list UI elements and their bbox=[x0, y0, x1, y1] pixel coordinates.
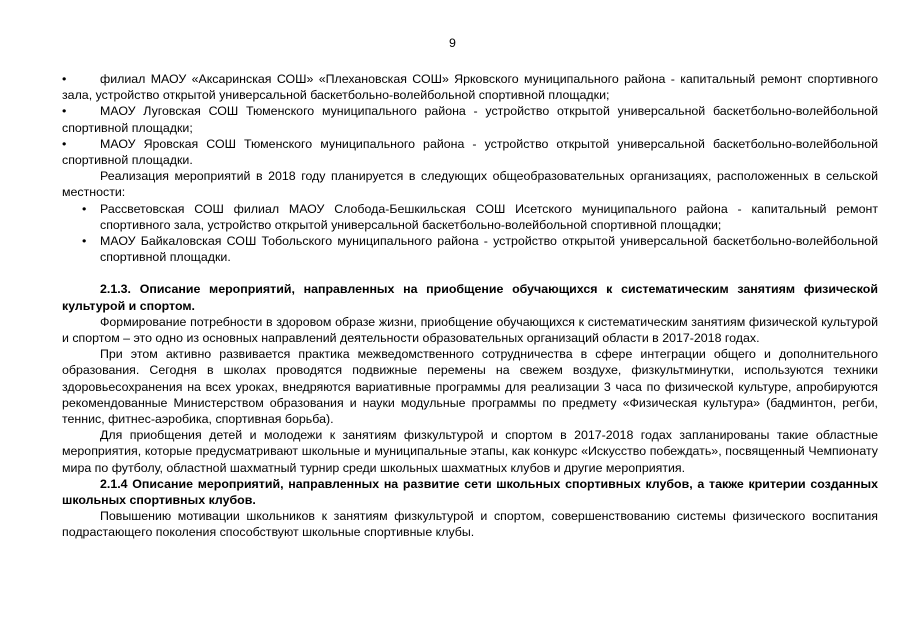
bullet-icon: • bbox=[62, 136, 67, 151]
list-item-text: Рассветовская СОШ филиал МАОУ Слобода-Бешкильская СОШ Исетского муниципального района - капитальный ремонт спортивного зала, устройство открытой универсальной баскетбольно-волейбольной спортивной площадки; bbox=[100, 201, 878, 232]
document-body bbox=[62, 71, 878, 541]
paragraph: Для приобщения детей и молодежи к занятиям физкультурой и спортом в 2017-2018 годах запланированы такие областные мероприятия, которые предусматривают школьные и муниципальные этапы, как конкурс «Искусство побеждать», посвященный Чемпионату мира по футболу, областной шахматный турнир среди школьных шахматных клубов и другие мероприятия. bbox=[62, 428, 878, 475]
list-item bbox=[62, 103, 878, 135]
section-heading: 2.1.4 Описание мероприятий, направленных на развитие сети школьных спортивных клубов, а также критерии созданных школьных спортивных клубов. bbox=[62, 476, 878, 508]
list-item-text: МАОУ Яровская СОШ Тюменского муниципального района - устройство открытой универсальной баскетбольно-волейбольной спортивной площадки. bbox=[62, 136, 878, 168]
bullet-icon: • bbox=[82, 201, 87, 216]
paragraph: Реализация мероприятий в 2018 году планируется в следующих общеобразовательных организациях, расположенных в сельской местности: bbox=[62, 169, 878, 200]
section-heading: 2.1.3. Описание мероприятий, направленных на приобщение обучающихся к систематическим занятиям физической культурой и спортом. bbox=[62, 282, 878, 313]
paragraph: Формирование потребности в здоровом образе жизни, приобщение обучающихся к систематическим занятиям физической культурой и спортом – это одно из основных направлений деятельности образовательных организаций области в 2017-2018 годах. bbox=[62, 314, 878, 346]
paragraph: При этом активно развивается практика межведомственного сотрудничества в сфере интеграции общего и дополнительного образования. Сегодня в школах проводятся подвижные перемены на свежем воздухе, физкультминутки, используются техники здоровьесохранения на всех уроках, внедряются вариативные программы для реализации 3 часа по физической культуре, апробируются рекомендованные Министерством образования и науки модульные программы по предмету «Физическая культура» (бадминтон, регби, теннис, фитнес-аэробика, спортивная борьба). bbox=[62, 347, 878, 427]
paragraph: Повышению мотивации школьников к занятиям физкультурой и спортом, совершенствованию системы физического воспитания подрастающего поколения способствуют школьные спортивные клубы. bbox=[62, 509, 878, 540]
bullet-icon: • bbox=[82, 234, 87, 249]
spacer bbox=[62, 265, 878, 281]
bullet-icon: • bbox=[62, 104, 67, 119]
list-item bbox=[62, 201, 878, 233]
list-item bbox=[62, 136, 878, 168]
page-number: 9 bbox=[449, 36, 456, 50]
list-item bbox=[62, 71, 878, 103]
list-item-text: МАОУ Байкаловская СОШ Тобольского муниципального района - устройство открытой универсальной баскетбольно-волейбольной спортивной площадки. bbox=[100, 234, 878, 265]
list-item-text: филиал МАОУ «Аксаринская СОШ» «Плехановская СОШ» Ярковского муниципального района - капитальный ремонт спортивного зала, устройство открытой универсальной баскетбольно-волейбольной спортивной площадки; bbox=[62, 72, 878, 103]
list-item bbox=[62, 233, 878, 265]
list-item-text: МАОУ Луговская СОШ Тюменского муниципального района - устройство открытой универсальной баскетбольно-волейбольной спортивной площадки; bbox=[62, 104, 878, 135]
bullet-icon: • bbox=[62, 72, 67, 86]
